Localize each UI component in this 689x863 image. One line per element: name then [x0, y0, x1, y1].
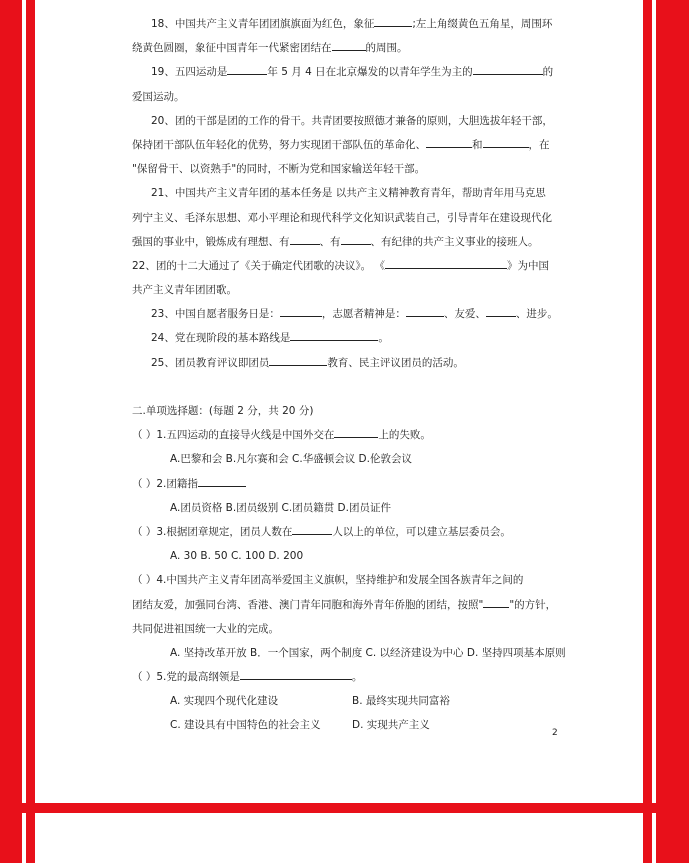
text-segment: 18、中国共产主义青年团团旗旗面为红色，象征: [151, 18, 375, 30]
text-segment: 人以上的单位，可以建立基层委员会。: [332, 525, 511, 538]
text-line-c1o: [132, 447, 572, 471]
option-text: C. 建设具有中国特色的社会主义: [170, 719, 321, 732]
text-line-c3: [132, 520, 572, 544]
text-line-q22a: [132, 254, 572, 278]
answer-blank[interactable]: [292, 523, 332, 535]
answer-blank[interactable]: [269, 354, 327, 366]
text-line-q20b: [132, 133, 572, 157]
answer-blank[interactable]: [334, 426, 378, 438]
text-line-q22b: [132, 278, 572, 302]
text-segment: 共同促进祖国统一大业的完成。: [132, 622, 279, 635]
text-segment: 。: [351, 671, 363, 684]
text-segment: 、有: [319, 235, 341, 248]
text-segment: 24、党在现阶段的基本路线是: [151, 332, 291, 345]
answer-blank[interactable]: [332, 39, 366, 51]
text-segment: 教育、民主评议团员的活动。: [327, 356, 464, 369]
text-segment: ，在: [528, 138, 550, 151]
answer-blank[interactable]: [385, 257, 507, 269]
answer-blank[interactable]: [240, 668, 352, 680]
answer-blank[interactable]: [374, 15, 412, 27]
text-line-c4o: [132, 641, 572, 665]
text-line-c4c: [132, 617, 572, 641]
left-border-inner: [26, 0, 35, 863]
text-line-q20c: [132, 157, 572, 181]
text-line-sec2: [132, 399, 572, 423]
text-line-q19a: [132, 60, 572, 84]
text-line-q25: [132, 351, 572, 375]
text-line-q20a: [132, 109, 572, 133]
answer-blank[interactable]: [280, 305, 322, 317]
answer-blank[interactable]: [341, 233, 371, 245]
text-line-q23: [132, 302, 572, 326]
text-line-q21b: [132, 206, 572, 230]
text-segment: 和: [472, 138, 483, 151]
text-line-q21c: [132, 230, 572, 254]
text-segment: 保持团干部队伍年轻化的优势，努力实现团干部队伍的革命化、: [132, 138, 426, 151]
text-segment: 二.单项选择题：(每题 2 分，共 20 分): [132, 405, 314, 417]
option-text: D. 实现共产主义: [352, 719, 430, 732]
document-page: [132, 12, 572, 738]
text-line-c1: [132, 423, 572, 447]
text-segment: 团结友爱，加强同台湾、香港、澳门青年同胞和海外青年侨胞的团结，按照": [132, 598, 484, 611]
text-segment: "保留骨干、以资熟手"的同时，不断为党和国家输送年轻干部。: [132, 163, 426, 176]
option-text: B. 最终实现共同富裕: [352, 695, 450, 708]
text-line-c4b: [132, 593, 572, 617]
answer-blank[interactable]: [290, 233, 320, 245]
text-line-c5o2: [132, 713, 572, 737]
answer-blank[interactable]: [426, 136, 472, 148]
text-segment: "的方针，: [509, 598, 557, 611]
text-line-c2o: [132, 496, 572, 520]
answer-blank[interactable]: [290, 329, 378, 341]
text-segment: A. 坚持改革开放 B．一个国家，两个制度 C. 以经济建设为中心 D. 坚持四项基本原则: [170, 646, 566, 659]
text-segment: （ ）2.团籍指: [132, 477, 198, 490]
text-segment: ，志愿者精神是：: [321, 308, 406, 321]
text-segment: （ ）5.党的最高纲领是: [132, 671, 240, 684]
text-segment: 21、中国共产主义青年团的基本任务是 以共产主义精神教育青年，帮助青年用马克思: [151, 187, 546, 200]
text-line-q21a: [132, 181, 572, 205]
text-segment: A. 30 B. 50 C. 100 D. 200: [170, 550, 304, 563]
text-segment: 的周围。: [365, 42, 408, 55]
text-segment: 25、团员教育评议即团员: [151, 356, 270, 369]
answer-blank[interactable]: [483, 596, 509, 608]
text-segment: 强国的事业中，锻炼成有理想、有: [132, 235, 290, 248]
text-segment: 》为中国: [506, 259, 549, 272]
text-segment: 、有纪律的共产主义事业的接班人。: [370, 235, 539, 248]
text-segment: 年 5 月 4 日在北京爆发的以青年学生为主的: [267, 66, 473, 79]
text-line-c3o: [132, 544, 572, 568]
text-segment: 、友爱、: [443, 308, 486, 321]
text-segment: 23、中国自愿者服务日是：: [151, 308, 280, 321]
text-line-q19b: [132, 85, 572, 109]
answer-blank[interactable]: [227, 63, 267, 75]
text-segment: 19、五四运动是: [151, 66, 228, 79]
text-line-c2: [132, 472, 572, 496]
page-number: 2: [552, 728, 558, 738]
text-segment: 的: [542, 66, 554, 79]
text-segment: A.团员资格 B.团员级别 C.团员籍贯 D.团员证件: [170, 501, 391, 514]
text-line-gap1: [132, 375, 572, 399]
text-segment: 爱国运动。: [132, 90, 185, 103]
text-segment: 20、团的干部是团的工作的骨干。共青团要按照德才兼备的原则，大胆选拔年轻干部，: [151, 114, 553, 127]
text-line-c5: [132, 665, 572, 689]
text-line-c4a: [132, 568, 572, 592]
text-segment: A.巴黎和会 B.凡尔赛和会 C.华盛顿会议 D.伦敦会议: [170, 453, 412, 466]
text-line-c5o1: [132, 689, 572, 713]
text-segment: 、进步。: [515, 308, 558, 321]
text-segment: 绕黄色圆圈，象征中国青年一代紧密团结在: [132, 42, 332, 55]
text-segment: ;左上角缀黄色五角星，周围环: [412, 18, 553, 30]
answer-blank[interactable]: [486, 305, 516, 317]
answer-blank[interactable]: [473, 63, 543, 75]
text-segment: 共产主义青年团团歌。: [132, 284, 237, 297]
right-border-outer: [656, 0, 689, 863]
text-segment: 列宁主义、毛泽东思想、邓小平理论和现代科学文化知识武装自己，引导青年在建设现代化: [132, 211, 552, 224]
text-segment: （ ）1.五四运动的直接导火线是中国外交在: [132, 429, 335, 442]
bottom-border: [0, 803, 689, 813]
text-line-q24: [132, 326, 572, 350]
text-segment: （ ）3.根据团章规定，团员人数在: [132, 525, 293, 538]
right-border-inner: [643, 0, 652, 863]
left-border-outer: [0, 0, 22, 863]
option-text: A. 实现四个现代化建设: [170, 695, 279, 708]
answer-blank[interactable]: [406, 305, 444, 317]
text-line-q18a: [132, 12, 572, 36]
text-segment: 上的失败。: [378, 429, 431, 442]
answer-blank[interactable]: [198, 475, 246, 487]
text-segment: （ ）4.中国共产主义青年团高举爱国主义旗帜，坚持维护和发展全国各族青年之间的: [132, 574, 524, 587]
answer-blank[interactable]: [483, 136, 529, 148]
text-segment: 22、团的十二大通过了《关于确定代团歌的决议》。 《: [132, 259, 385, 272]
text-segment: 。: [378, 332, 389, 345]
text-line-q18b: [132, 36, 572, 60]
